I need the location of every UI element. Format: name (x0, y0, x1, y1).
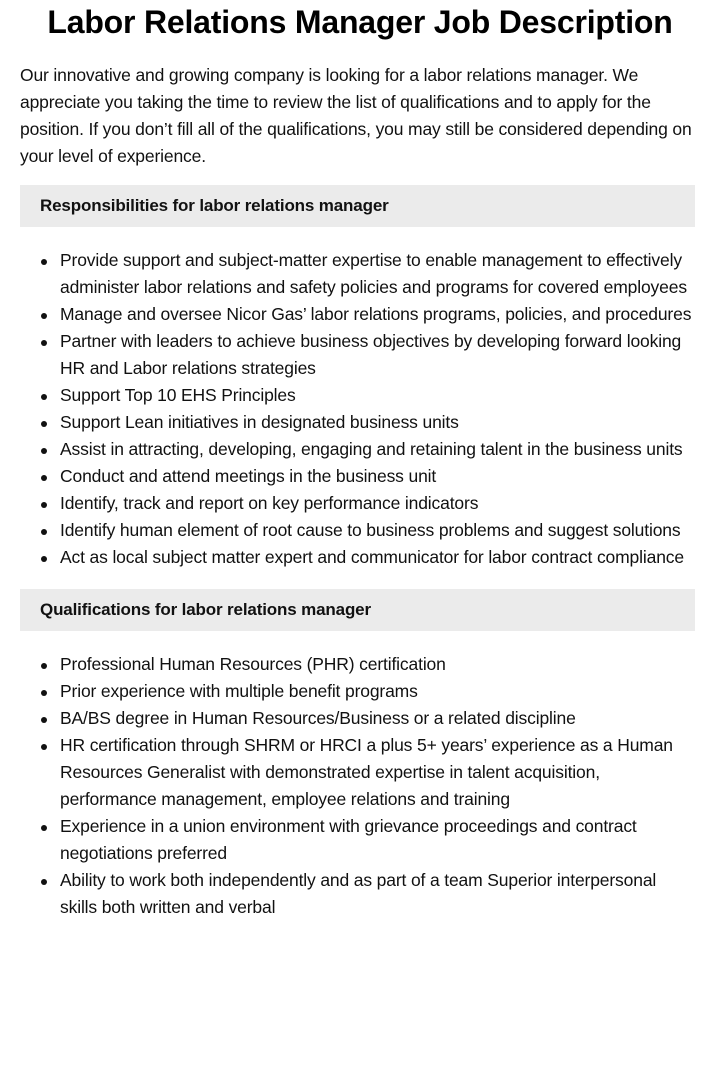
bullet-icon (41, 502, 47, 508)
list-item: Experience in a union environment with grievance proceedings and contract negotiations preferred (20, 813, 695, 867)
list-item: Support Top 10 EHS Principles (20, 382, 695, 409)
list-item: Identify, track and report on key performance indicators (20, 490, 695, 517)
list-item: Support Lean initiatives in designated business units (20, 409, 695, 436)
list-item: Prior experience with multiple benefit programs (20, 678, 695, 705)
list-item: Partner with leaders to achieve business objectives by developing forward looking HR and Labor relations strategies (20, 328, 695, 382)
page-title: Labor Relations Manager Job Description (47, 4, 673, 40)
qualifications-heading-label: Qualifications for labor relations manager (40, 600, 371, 619)
bullet-icon (41, 313, 47, 319)
bullet-icon (41, 340, 47, 346)
list-item: Professional Human Resources (PHR) certification (20, 651, 695, 678)
bullet-icon (41, 448, 47, 454)
list-item: Act as local subject matter expert and communicator for labor contract compliance (20, 544, 695, 571)
bullet-icon (41, 825, 47, 831)
bullet-icon (41, 690, 47, 696)
bullet-icon (41, 663, 47, 669)
list-item: HR certification through SHRM or HRCI a plus 5+ years’ experience as a Human Resources Generalist with demonstrated expertise in talent acquisition, performance management, employee relations and training (20, 732, 695, 813)
bullet-icon (41, 529, 47, 535)
responsibilities-heading (20, 185, 695, 227)
bullet-icon (41, 717, 47, 723)
qualifications-heading (20, 589, 695, 631)
bullet-icon (41, 421, 47, 427)
list-item: Provide support and subject-matter expertise to enable management to effectively administer labor relations and safety policies and programs for covered employees (20, 247, 695, 301)
bullet-icon (41, 394, 47, 400)
list-item: Manage and oversee Nicor Gas’ labor relations programs, policies, and procedures (20, 301, 695, 328)
responsibilities-heading-label: Responsibilities for labor relations manager (40, 196, 389, 215)
list-item: Conduct and attend meetings in the business unit (20, 463, 695, 490)
list-item: Assist in attracting, developing, engaging and retaining talent in the business units (20, 436, 695, 463)
list-item: Ability to work both independently and as part of a team Superior interpersonal skills both written and verbal (20, 867, 695, 921)
bullet-icon (41, 259, 47, 265)
list-item: Identify human element of root cause to business problems and suggest solutions (20, 517, 695, 544)
list-item: BA/BS degree in Human Resources/Business or a related discipline (20, 705, 695, 732)
responsibilities-list (20, 247, 695, 571)
bullet-icon (41, 879, 47, 885)
bullet-icon (41, 556, 47, 562)
intro-paragraph: Our innovative and growing company is looking for a labor relations manager. We appreciate you taking the time to review the list of qualifications and to apply for the position. If you don’t fill all of the qualifications, you may still be considered depending on your level of experience. (20, 65, 692, 166)
bullet-icon (41, 744, 47, 750)
qualifications-list (20, 651, 695, 921)
bullet-icon (41, 475, 47, 481)
